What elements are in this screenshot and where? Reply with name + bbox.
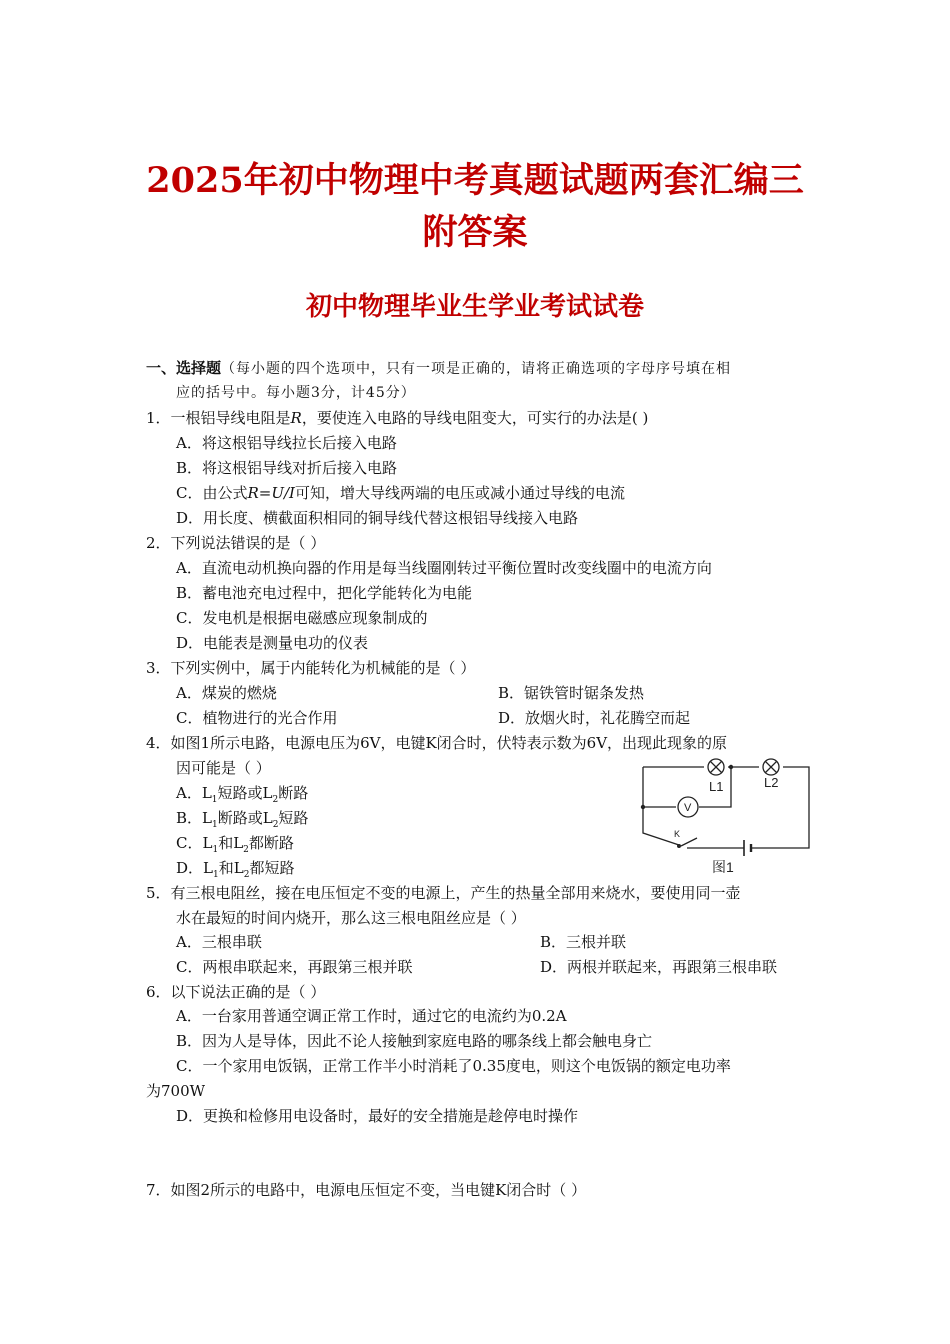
section-note-line-2: 应的括号中。每小题3分，计45分） (176, 385, 416, 401)
q2-option-c: C．发电机是根据电磁感应现象制成的 (176, 609, 428, 627)
q4-b-text: B．L (176, 809, 212, 827)
section-heading: 一、选择题 (146, 359, 222, 377)
q4-a-text: A．L (176, 784, 212, 802)
q2-stem: 2．下列说法错误的是（ ） (146, 534, 326, 552)
document-title-line-1: 2025年初中物理中考真题试题两套汇编三 (146, 160, 804, 201)
q4-a-text-3: 断路 (278, 784, 309, 802)
q4-d-text-2: 和L (218, 859, 244, 877)
q6-option-c-line-1: C．一个家用电饭锅，正常工作半小时消耗了0.35度电，则这个电饭锅的额定电功率 (176, 1057, 731, 1075)
label-k: K (674, 829, 681, 839)
section-note-line-1: （每小题的四个选项中，只有一项是正确的，请将正确选项的字母序号填在相 (221, 361, 732, 377)
switch-k-icon (681, 838, 697, 846)
q4-option-c (176, 833, 294, 853)
q6-option-c-line-2: 为700W (146, 1082, 206, 1100)
q4-option-d (176, 858, 294, 878)
q4-option-a (176, 783, 308, 803)
q2-option-b: B．蓄电池充电过程中，把化学能转化为电能 (176, 584, 473, 602)
figure-caption: 图1 (712, 859, 734, 875)
q2-option-d: D．电能表是测量电功的仪表 (176, 634, 369, 652)
q1-option-c (176, 483, 625, 503)
q4-c-sub2: 2 (243, 845, 249, 855)
q4-a-sub2: 2 (272, 795, 279, 805)
q5-stem-line-1: 5．有三根电阻丝，接在电压恒定不变的电源上，产生的热量全部用来烧水，要使用同一壶 (146, 884, 741, 902)
q5-option-a: A．三根串联 (176, 933, 262, 951)
label-l2: L2 (764, 775, 779, 790)
q6-stem: 6．以下说法正确的是（ ） (146, 983, 326, 1001)
label-l1: L1 (709, 779, 724, 794)
q4-d-text: D．L (176, 859, 213, 877)
q3-option-b: B．锯铁管时锯条发热 (498, 684, 645, 702)
exam-subtitle: 初中物理毕业生学业考试试卷 (305, 292, 644, 322)
q4-b-sub1: 1 (211, 820, 218, 830)
q1-option-a: A．将这根铝导线拉长后接入电路 (176, 434, 397, 452)
q1-option-b: B．将这根铝导线对折后接入电路 (176, 459, 398, 477)
q4-c-text: C．L (176, 834, 213, 852)
q5-stem-line-2: 水在最短的时间内烧开，那么这三根电阻丝应是（ ） (176, 909, 526, 927)
q1-option-d: D．用长度、横截面积相同的铜导线代替这根铝导线接入电路 (176, 509, 579, 527)
q3-option-d: D．放烟火时，礼花腾空而起 (498, 709, 691, 727)
q4-b-sub2: 2 (272, 820, 279, 830)
q6-option-a: A．一台家用普通空调正常工作时，通过它的电流约为0.2A (176, 1007, 567, 1025)
label-v: V (684, 802, 692, 814)
q3-stem: 3．下列实例中，属于内能转化为机械能的是（ ） (146, 659, 476, 677)
q5-option-c: C．两根串联起来，再跟第三根并联 (176, 958, 413, 976)
q1-stem-text: 1．一根铝导线电阻是 (146, 409, 291, 427)
circuit-diagram-figure-1 (640, 755, 815, 880)
q4-d-text-3: 都短路 (249, 859, 295, 877)
q4-stem-line-2: 因可能是（ ） (176, 759, 271, 777)
q2-option-a: A．直流电动机换向器的作用是每当线圈刚转过平衡位置时改变线圈中的电流方向 (176, 559, 712, 577)
q4-a-sub1: 1 (211, 795, 218, 805)
section-header (146, 358, 731, 379)
q1-variable: R (290, 409, 302, 427)
q4-c-text-2: 和L (218, 834, 244, 852)
q1-stem (146, 408, 648, 428)
q4-b-text-2: 断路或L (217, 809, 273, 827)
q6-option-d: D．更换和检修用电设备时，最好的安全措施是趁停电时操作 (176, 1107, 579, 1125)
q4-c-text-3: 都断路 (248, 834, 294, 852)
q1-option-c-text: C．由公式 (176, 484, 248, 502)
wire (751, 767, 809, 848)
q4-d-sub2: 2 (243, 870, 250, 880)
q7-stem: 7．如图2所示的电路中，电源电压恒定不变，当电键K闭合时（ ） (146, 1181, 587, 1199)
q4-d-sub1: 1 (213, 870, 219, 880)
q4-a-text-2: 短路或L (217, 784, 273, 802)
q5-option-d: D．两根并联起来，再跟第三根串联 (540, 958, 778, 976)
q1-option-c-text-2: 可知，增大导线两端的电压或减小通过导线的电流 (294, 484, 625, 502)
q4-c-sub1: 1 (212, 845, 219, 855)
q1-stem-text-2: ，要使连入电路的导线电阻变大，可实行的办法是( ) (301, 409, 649, 427)
q5-option-b: B．三根并联 (540, 933, 627, 951)
q1-formula: R=U/I (247, 484, 295, 502)
q4-b-text-3: 短路 (278, 809, 309, 827)
q6-option-b: B．因为人是导体，因此不论人接触到家庭电路的哪条线上都会触电身亡 (176, 1032, 653, 1050)
q4-stem-line-1: 4．如图1所示电路，电源电压为6V，电键K闭合时，伏特表示数为6V，出现此现象的原 (146, 734, 728, 752)
document-title-line-2: 附答案 (422, 212, 528, 253)
q4-option-b (176, 808, 308, 828)
q3-option-c: C．植物进行的光合作用 (176, 709, 338, 727)
q3-option-a: A．煤炭的燃烧 (176, 684, 277, 702)
